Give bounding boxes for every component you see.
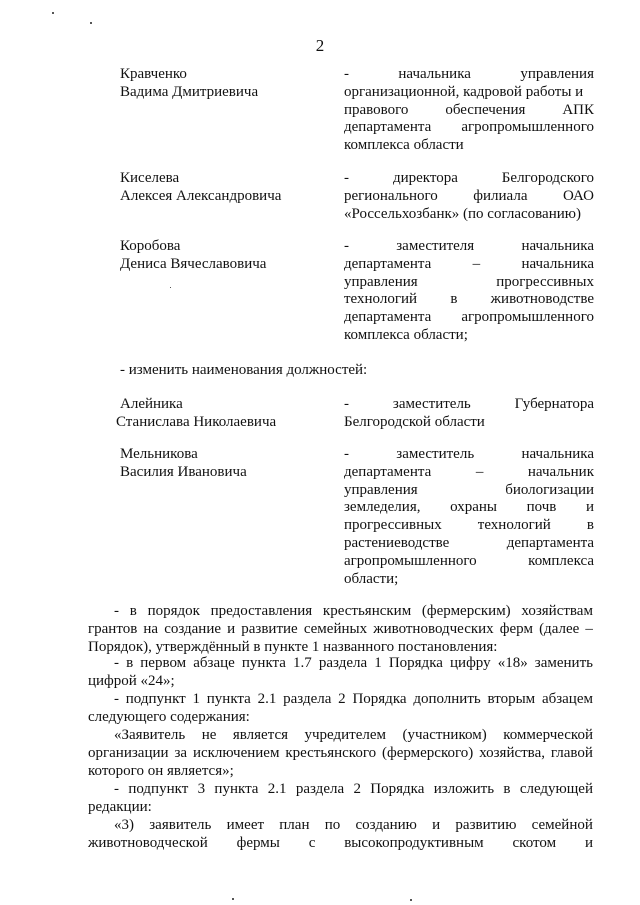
- word: (участником): [402, 727, 487, 743]
- word: Губернатора: [514, 396, 594, 412]
- word: биологизации: [505, 481, 594, 498]
- word: -: [114, 781, 119, 797]
- position-line: [344, 119, 594, 137]
- word: с: [308, 834, 316, 851]
- word: вторым: [487, 691, 536, 707]
- word: –: [472, 255, 481, 272]
- position-line: [344, 206, 594, 224]
- person-position: [344, 238, 594, 345]
- word: раздела: [318, 655, 368, 671]
- paragraph: [88, 817, 593, 853]
- word: «Россельхозбанк» (по согласованию): [344, 205, 581, 222]
- word: растениеводстве: [344, 534, 450, 551]
- word: предоставления: [210, 603, 313, 619]
- word: правового: [344, 101, 409, 118]
- word: 2.1: [267, 781, 287, 797]
- word: заменить: [534, 655, 593, 671]
- person-name: [116, 396, 326, 432]
- name-line: Вадима Дмитриевича: [120, 83, 259, 100]
- word: главой: [550, 744, 593, 761]
- word: прогрессивных: [344, 517, 442, 534]
- position-line: [344, 84, 594, 102]
- word: является: [232, 727, 289, 743]
- paragraph-line: [88, 655, 593, 673]
- word: коммерческой: [503, 727, 593, 743]
- word: создание: [164, 620, 222, 637]
- word: (фермерского): [382, 744, 474, 761]
- position-line: [344, 414, 594, 432]
- paragraph: [88, 603, 593, 656]
- word: (фермерским): [421, 603, 511, 619]
- word: фермы: [236, 834, 280, 851]
- word: в: [450, 291, 458, 308]
- word: -: [344, 66, 349, 82]
- word: животноводстве: [490, 291, 594, 308]
- word: 2: [353, 781, 361, 797]
- word: департамента: [344, 463, 432, 480]
- word: управления: [344, 481, 418, 498]
- word: почв: [526, 499, 557, 516]
- word: подпункт: [125, 691, 186, 707]
- position-line: [344, 327, 594, 345]
- word: крестьянским: [322, 603, 412, 619]
- paragraph-line: которого он является»;: [88, 762, 234, 779]
- word: -: [344, 396, 349, 412]
- word: раздела: [295, 781, 345, 797]
- word: управления: [344, 273, 418, 290]
- word: изложить: [433, 781, 495, 797]
- word: управления: [520, 66, 594, 82]
- person-name: [120, 446, 330, 482]
- word: животноводческих: [373, 620, 494, 637]
- person-position: [344, 396, 594, 432]
- paragraph-line: редакции:: [88, 798, 152, 815]
- word: начальника: [521, 255, 594, 272]
- position-line: [344, 571, 594, 589]
- word: земледелия,: [344, 499, 421, 516]
- scan-mark: [90, 22, 92, 24]
- paragraph-line: [88, 781, 593, 799]
- word: -: [114, 655, 119, 671]
- word: 1: [374, 655, 382, 671]
- word: –: [475, 463, 484, 480]
- paragraph-line: [88, 621, 593, 639]
- word: 2.1: [257, 691, 277, 707]
- word: -: [344, 170, 349, 186]
- position-line: [344, 396, 594, 414]
- word: начальника: [521, 238, 594, 254]
- word: развитие: [241, 620, 298, 637]
- word: заявитель: [149, 817, 212, 833]
- word: охраны: [450, 499, 497, 516]
- word: имеет: [226, 817, 265, 833]
- word: и: [585, 499, 594, 516]
- word: 1.7: [293, 655, 312, 671]
- rename-note: - изменить наименования должностей:: [120, 362, 368, 378]
- word: заместитель: [396, 446, 475, 462]
- word: раздела: [283, 691, 332, 707]
- word: начальника: [398, 66, 471, 82]
- word: следующей: [519, 781, 593, 797]
- word: порядок: [147, 603, 200, 619]
- word: высокопродуктивным: [344, 834, 484, 851]
- position-line: [344, 256, 594, 274]
- word: на: [143, 620, 159, 637]
- word: заместитель: [392, 396, 471, 412]
- word: агропромышленного: [461, 119, 594, 136]
- scan-mark: [170, 287, 171, 288]
- word: за: [174, 744, 188, 761]
- paragraph: [88, 691, 593, 727]
- word: агропромышленного: [344, 552, 477, 569]
- paragraph-line: [88, 603, 593, 621]
- word: Белгородской области: [344, 413, 485, 430]
- word: технологий: [344, 291, 418, 308]
- word: организационной, кадровой работы и: [344, 83, 584, 100]
- word: ОАО: [562, 187, 594, 204]
- scan-mark: [52, 12, 54, 14]
- word: Порядка: [388, 655, 443, 671]
- name-line: Киселева: [120, 170, 180, 186]
- paragraph-line: [88, 817, 593, 835]
- scan-mark: [232, 898, 234, 900]
- word: департамента: [344, 309, 432, 326]
- word: ферм: [499, 620, 533, 637]
- word: крестьянского: [285, 744, 377, 761]
- word: пункта: [206, 691, 251, 707]
- word: семейных: [303, 620, 368, 637]
- paragraph: [88, 727, 593, 780]
- position-line: [344, 66, 594, 84]
- word: -: [344, 446, 349, 462]
- paragraph-line: следующего содержания:: [88, 708, 250, 725]
- position-line: [344, 274, 594, 292]
- word: Порядка: [370, 781, 425, 797]
- word: (далее: [539, 620, 580, 637]
- paragraph: [88, 655, 593, 691]
- word: и: [227, 620, 236, 637]
- position-line: [344, 535, 594, 553]
- word: в: [503, 781, 511, 797]
- word: хозяйства,: [479, 744, 545, 761]
- word: созданию: [355, 817, 417, 833]
- word: заместителя: [396, 238, 475, 254]
- word: семейной: [531, 817, 593, 833]
- name-line: Алейника: [120, 396, 183, 412]
- name-line: Мельникова: [120, 446, 198, 462]
- word: «3): [114, 817, 134, 833]
- word: –: [585, 620, 593, 637]
- word: первом: [140, 655, 187, 671]
- paragraph-line: цифрой «24»;: [88, 672, 175, 689]
- person-name: [120, 66, 330, 102]
- word: абзаце: [193, 655, 235, 671]
- name-line: Коробова: [120, 238, 181, 254]
- word: начальник: [527, 463, 594, 480]
- word: -: [344, 238, 349, 254]
- word: пункта: [214, 781, 259, 797]
- word: организации: [88, 744, 169, 761]
- person-position: [344, 66, 594, 155]
- position-line: [344, 517, 594, 535]
- word: директора: [392, 170, 458, 186]
- word: «18»: [497, 655, 528, 671]
- paragraph-line: [88, 745, 593, 763]
- word: начальника: [521, 446, 594, 462]
- person-name: [120, 170, 330, 206]
- position-line: [344, 188, 594, 206]
- word: агропромышленного: [461, 309, 594, 326]
- position-line: [344, 499, 594, 517]
- paragraph: [88, 781, 593, 817]
- paragraph-line: Порядок), утверждённый в пункте 1 названного постановления:: [88, 638, 498, 655]
- word: департамента: [506, 534, 594, 551]
- word: департамента: [344, 255, 432, 272]
- word: грантов: [88, 620, 138, 637]
- paragraph-line: [88, 727, 593, 745]
- word: развитию: [455, 817, 517, 833]
- word: технологий: [477, 517, 551, 534]
- word: и: [584, 834, 593, 851]
- word: комплекса: [528, 552, 594, 569]
- name-line: Кравченко: [120, 66, 187, 82]
- name-line: Дениса Вячеславовича: [120, 255, 267, 272]
- word: по: [324, 817, 341, 833]
- word: 2: [338, 691, 346, 707]
- person-position: [344, 170, 594, 223]
- word: не: [201, 727, 217, 743]
- word: в: [129, 603, 137, 619]
- word: прогрессивных: [496, 273, 594, 290]
- name-line: Алексея Александровича: [120, 187, 282, 204]
- scan-mark: [410, 899, 412, 901]
- person-position: [344, 446, 594, 588]
- word: комплекса области;: [344, 326, 468, 343]
- name-line: Станислава Николаевича: [116, 413, 277, 430]
- word: животноводческой: [88, 834, 208, 851]
- word: и: [432, 817, 441, 833]
- position-line: [344, 309, 594, 327]
- position-line: [344, 102, 594, 120]
- word: дополнить: [413, 691, 481, 707]
- word: «Заявитель: [114, 727, 186, 743]
- word: комплекса области: [344, 137, 464, 154]
- position-line: [344, 464, 594, 482]
- word: подпункт: [128, 781, 189, 797]
- position-line: [344, 482, 594, 500]
- word: учредителем: [304, 727, 387, 743]
- position-line: [344, 137, 594, 155]
- scan-bottom-edge: [0, 898, 640, 902]
- word: Порядка: [352, 691, 407, 707]
- word: Белгородского: [501, 170, 594, 186]
- position-line: [344, 170, 594, 188]
- word: обеспечения: [445, 101, 526, 118]
- position-line: [344, 446, 594, 464]
- word: -: [114, 603, 119, 619]
- word: -: [114, 691, 119, 707]
- paragraph-line: [88, 691, 593, 709]
- word: абзацем: [541, 691, 593, 707]
- word: АПК: [562, 101, 594, 118]
- word: области;: [344, 570, 399, 587]
- word: исключением: [192, 744, 280, 761]
- word: филиала: [473, 187, 528, 204]
- paragraph-line: [88, 835, 593, 853]
- position-line: [344, 238, 594, 256]
- word: пункта: [241, 655, 286, 671]
- position-line: [344, 553, 594, 571]
- word: цифру: [450, 655, 491, 671]
- position-line: [344, 291, 594, 309]
- word: регионального: [344, 187, 438, 204]
- person-name: [120, 238, 330, 274]
- name-line: Василия Ивановича: [120, 463, 247, 480]
- word: 3: [197, 781, 206, 797]
- word: в: [586, 517, 594, 534]
- word: 1: [192, 691, 200, 707]
- word: скотом: [512, 834, 557, 851]
- word: план: [279, 817, 310, 833]
- word: в: [126, 655, 134, 671]
- word: хозяйствам: [521, 603, 593, 619]
- page-number: 2: [315, 36, 325, 55]
- word: департамента: [344, 119, 432, 136]
